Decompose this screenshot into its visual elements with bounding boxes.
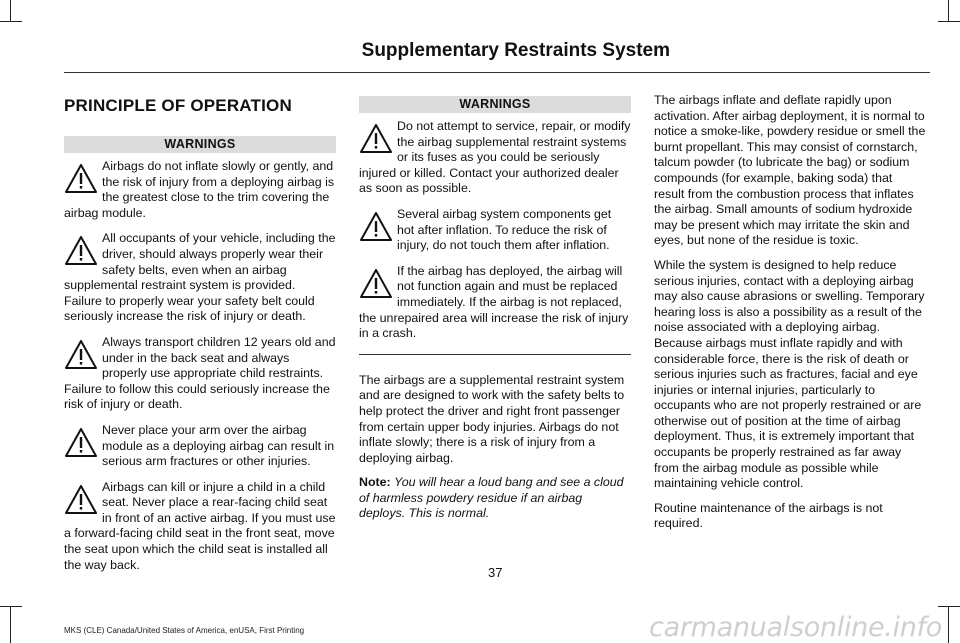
warning-triangle-icon [359, 210, 393, 243]
crop-mark [938, 21, 960, 22]
warning-text: Always transport children 12 years old and under in the back seat and always properly use appropriate child restraints. Failure to follow this could seriously increase the risk of injury or death. [64, 334, 336, 412]
crop-mark [0, 606, 22, 607]
warnings-heading: WARNINGS [359, 96, 631, 113]
warning-text: All occupants of your vehicle, including the driver, should always properly wear their safety belts, even when an airbag supplemental restraint system is provided. Failure to properly wear your safety belt could seriously increase the risk of injury or death. [64, 231, 336, 324]
crop-mark [948, 606, 949, 643]
warnings-heading: WARNINGS [64, 136, 336, 153]
edition-footer: MKS (CLE) Canada/United States of America, enUSA, First Printing [64, 626, 305, 635]
warning-item [64, 480, 336, 574]
body-paragraph: While the system is designed to help reduce serious injuries, contact with a deploying airbag may also cause abrasions or swelling. Temporary hearing loss is also a possibility as a result of the noise associated with a deploying airbag. Because airbags must inflate rapidly and with considerable force, there is the risk of death or serious injuries such as fractures, facial and eye injuries or internal injuries, particularly to occupants who are not properly restrained or are otherwise out of position at the time of airbag deployment. Thus, it is extremely important that occupants be properly restrained as far away from the airbag module as possible while maintaining vehicle control. [654, 257, 925, 491]
warning-item [64, 423, 336, 470]
warning-item [64, 335, 336, 413]
warning-triangle-icon [359, 122, 393, 155]
warning-text: Do not attempt to service, repair, or modify the airbag supplemental restraint systems or its fuses as you could be seriously injured or killed. Contact your authorized dealer as soon as possible. [359, 119, 631, 196]
watermark: carmanualsonline.info [649, 612, 942, 643]
warning-text: Never place your arm over the airbag module as a deploying airbag can result in serious arm fractures or other injuries. [102, 422, 335, 469]
warning-item [359, 207, 631, 254]
warning-text: Airbags do not inflate slowly or gently, and the risk of injury from a deploying airbag is the greatest close to the trim covering the airbag module. [64, 159, 335, 220]
warning-text: If the airbag has deployed, the airbag will not function again and must be replaced immediately. If the airbag is not replaced, the unrepaired area will increase the risk of injury in a crash. [359, 263, 629, 341]
page-header-title: Supplementary Restraints System [361, 40, 670, 61]
note-paragraph [359, 475, 631, 522]
body-paragraph: The airbags are a supplemental restraint system and are designed to work with the safety belts to help protect the driver and right front passenger from certain upper body injuries. Airbags do not inflate slowly; there is a risk of injury from a deploying airbag. [359, 372, 625, 465]
warning-item [64, 159, 336, 221]
header-divider [64, 72, 930, 73]
warning-text: Airbags can kill or injure a child in a child seat. Never place a rear-facing child seat in front of an active airbag. If you must use a forward-facing child seat in the front seat, move the seat upon which the child seat is installed all the way back. [64, 479, 336, 572]
body-paragraph: Routine maintenance of the airbags is not required. [654, 500, 883, 531]
warning-triangle-icon [64, 162, 98, 195]
left-column [64, 93, 336, 583]
warning-item [359, 119, 631, 197]
body-paragraph: The airbags inflate and deflate rapidly upon activation. After airbag deployment, it is normal to notice a smoke-like, powdery residue or smell the burnt propellant. This may consist of cornstarch, talcum powder (to lubricate the bag) or sodium compounds (for example, baking soda) that result from the combustion process that inflates the airbag. Small amounts of sodium hydroxide may be present which may irritate the skin and eyes, but none of the residue is toxic. [654, 93, 926, 248]
right-column [654, 93, 926, 541]
middle-column [359, 96, 631, 531]
section-title: PRINCIPLE OF OPERATION [64, 96, 292, 115]
warning-triangle-icon [64, 483, 98, 516]
page-number: 37 [488, 565, 503, 580]
note-text: You will hear a loud bang and see a cloud of harmless powdery residue if an airbag deploys. This is normal. [359, 475, 624, 521]
warning-item [359, 264, 631, 342]
crop-mark [10, 606, 11, 643]
crop-mark [948, 0, 949, 22]
warning-text: Several airbag system components get hot after inflation. To reduce the risk of injury, do not touch them after inflation. [397, 206, 612, 253]
warning-triangle-icon [64, 234, 98, 267]
crop-mark [0, 21, 22, 22]
warning-triangle-icon [64, 426, 98, 459]
crop-mark [938, 606, 960, 607]
note-label: Note: [359, 475, 391, 490]
warning-triangle-icon [64, 338, 98, 371]
warning-triangle-icon [359, 267, 393, 300]
warning-item [64, 231, 336, 325]
section-divider [359, 354, 631, 355]
crop-mark [10, 0, 11, 22]
